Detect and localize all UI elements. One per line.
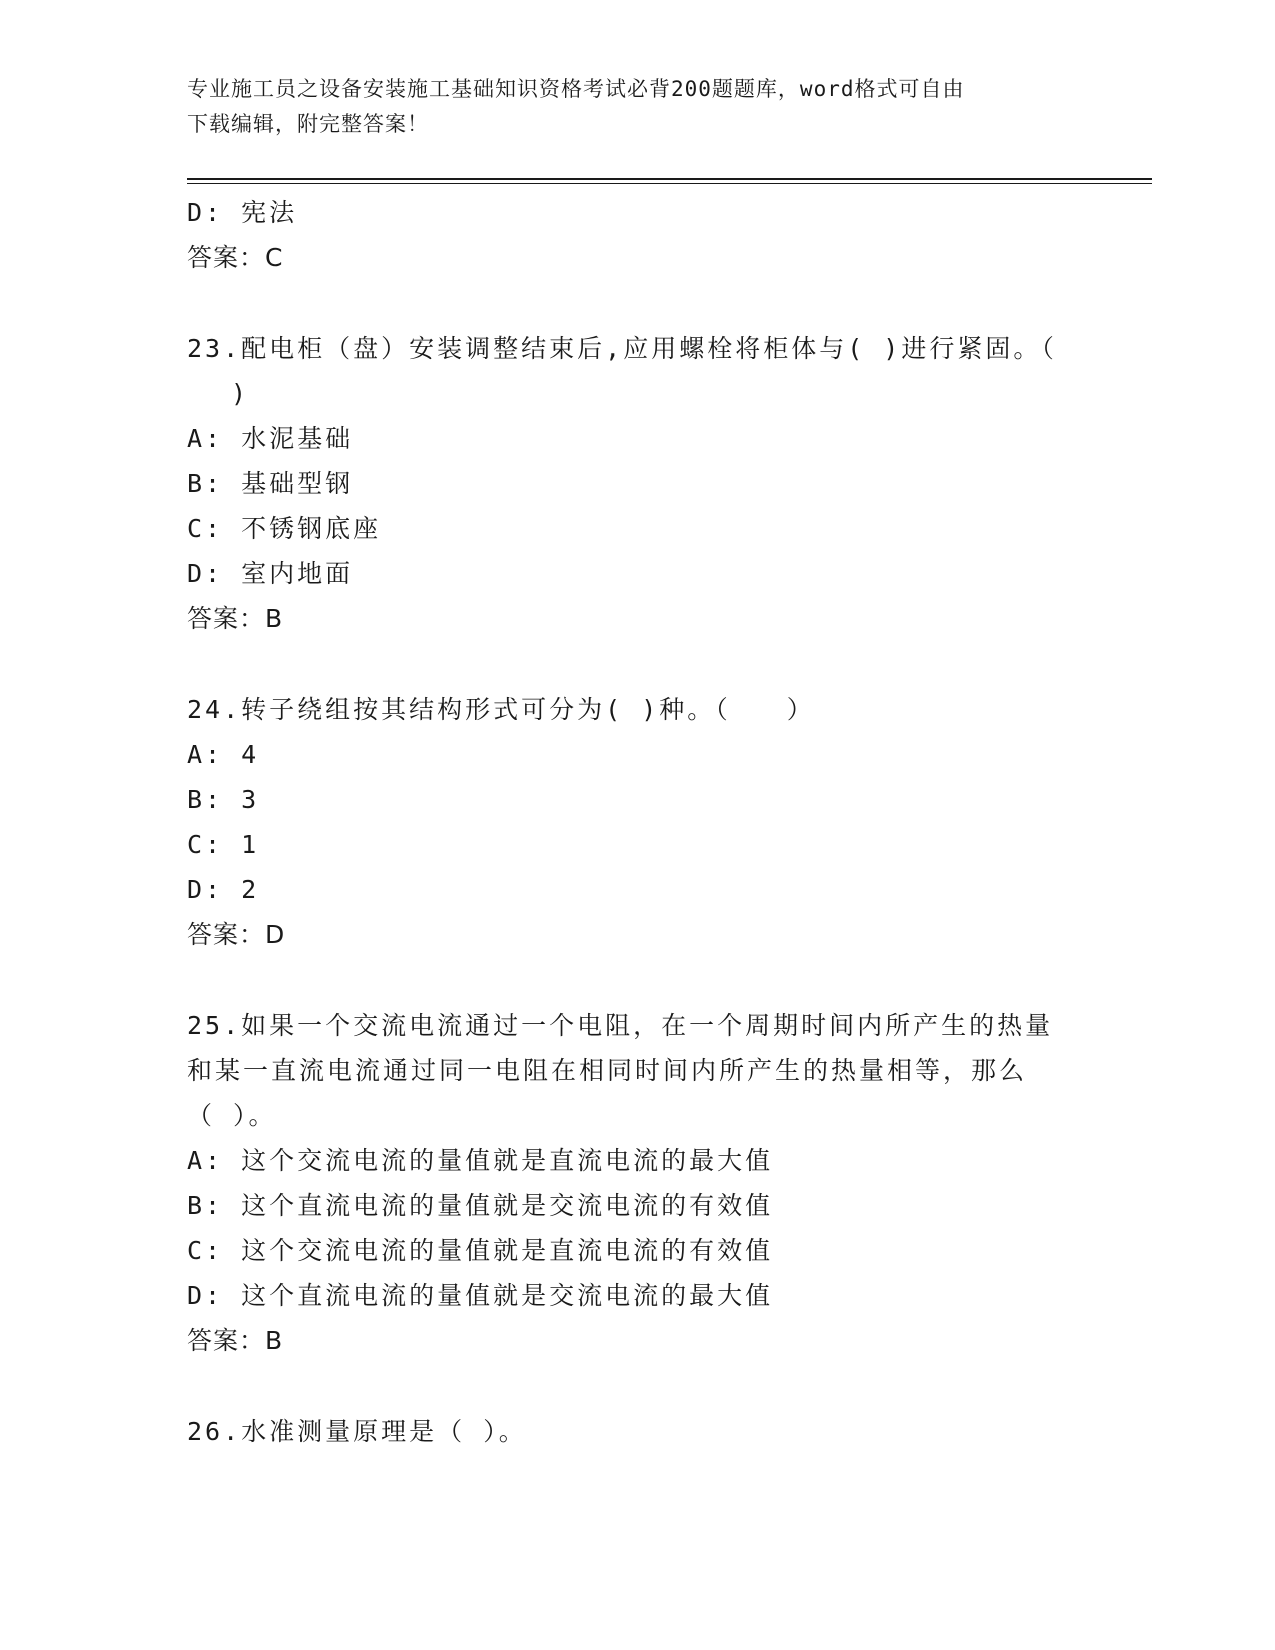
option-d: D: 室内地面 [187,559,354,588]
option-d: D: 宪法 [187,198,298,227]
spacer [187,281,1087,326]
spacer [187,1364,1087,1409]
question-text-line: 和某一直流电流通过同一电阻在相同时间内所产生的热量相等，那么 [187,1056,1028,1085]
option-b: B: 这个直流电流的量值就是交流电流的有效值 [187,1191,774,1220]
option-a: A: 4 [187,740,260,769]
question-list [187,190,1087,1454]
question-text-line: ) [231,379,250,408]
question-block-prev [187,190,1087,281]
answer-line: 答案：B [187,604,284,633]
header-divider-thin [187,183,1152,184]
spacer [187,958,1087,1003]
question-text-line: 24.转子绕组按其结构形式可分为( )种。（ ） [187,695,815,724]
spacer [187,642,1087,687]
header-line-2: 下载编辑，附完整答案！ [187,112,429,136]
answer-line: 答案：B [187,1326,284,1355]
answer-line: 答案：C [187,243,284,272]
question-block-26 [187,1409,1087,1454]
option-b: B: 基础型钢 [187,469,354,498]
header-line-1: 专业施工员之设备安装施工基础知识资格考试必背200题题库，word格式可自由 [187,77,965,101]
option-a: A: 水泥基础 [187,424,354,453]
question-text-line: 25.如果一个交流电流通过一个电阻，在一个周期时间内所产生的热量 [187,1011,1054,1040]
answer-line: 答案：D [187,920,286,949]
option-c: C: 1 [187,830,260,859]
question-text-line: 26.水准测量原理是（ ）。 [187,1417,527,1446]
option-a: A: 这个交流电流的量值就是直流电流的最大值 [187,1146,774,1175]
option-d: D: 这个直流电流的量值就是交流电流的最大值 [187,1281,774,1310]
question-block-25 [187,1003,1087,1364]
header-divider-thick [187,178,1152,180]
option-d: D: 2 [187,875,260,904]
option-b: B: 3 [187,785,260,814]
option-c: C: 不锈钢底座 [187,514,382,543]
document-header [187,72,1087,142]
question-block-24 [187,687,1087,958]
option-c: C: 这个交流电流的量值就是直流电流的有效值 [187,1236,774,1265]
question-text-line: （ ）。 [187,1101,277,1130]
question-block-23 [187,326,1087,642]
question-text-line: 23.配电柜（盘）安装调整结束后,应用螺栓将柜体与( )进行紧固。（ [187,334,1057,363]
